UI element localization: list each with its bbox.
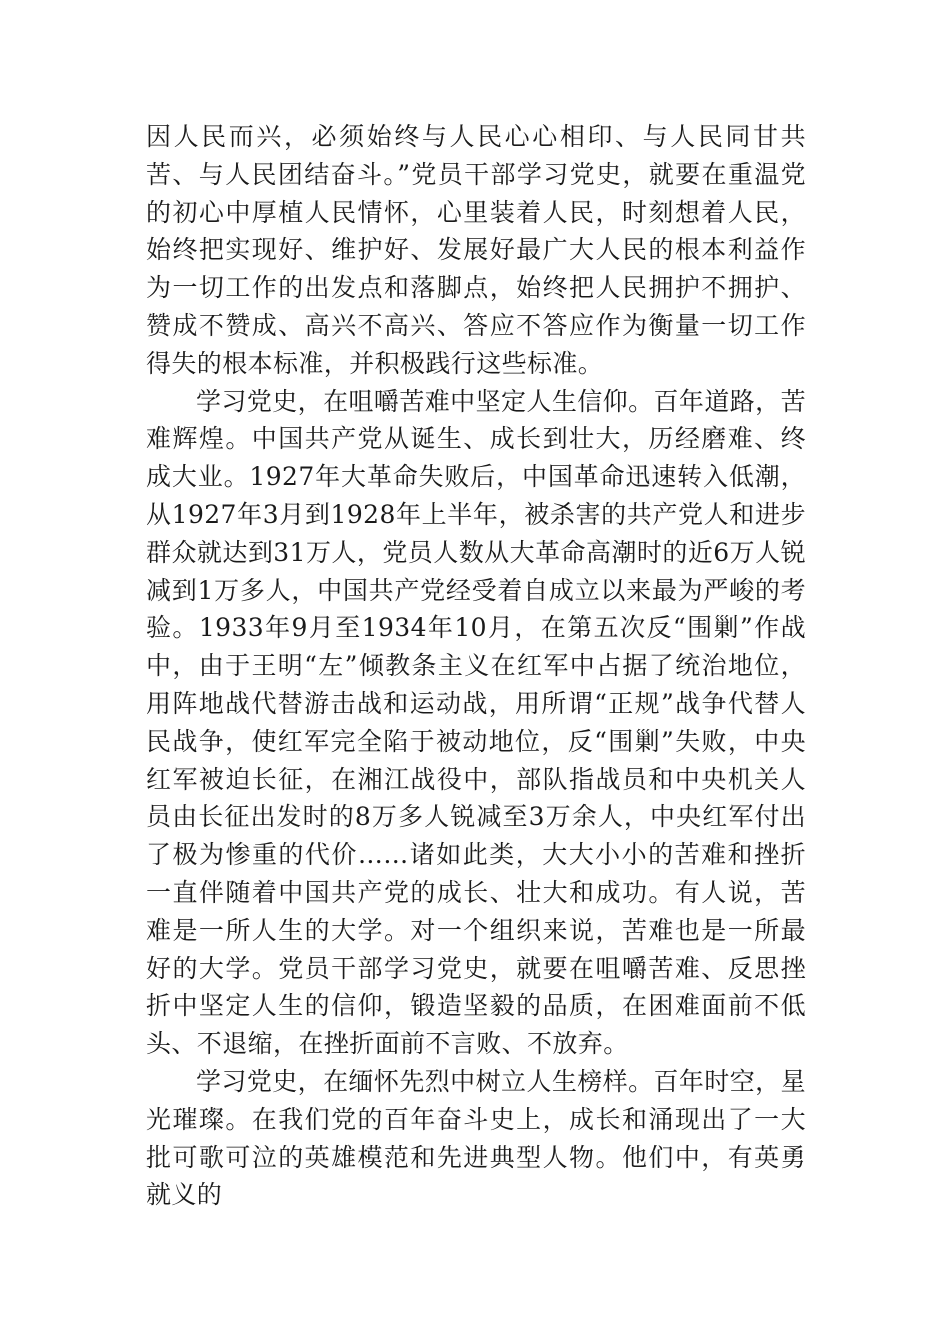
body-paragraph-2: 学习党史，在咀嚼苦难中坚定人生信仰。百年道路，苦难辉煌。中国共产党从诞生、成长到壮大，历经磨难、终成大业。1927年大革命失败后，中国革命迅速转入低潮，从1927年3月到1928年上半年，被杀害的共产党人和进步群众就达到31万人，党员人数从大革命高潮时的近6万人锐减到1万多人，中国共产党经受着自成立以来最为严峻的考验。1933年9月至1934年10月，在第五次反“围剿”作战中，由于王明“左”倾教条主义在红军中占据了统治地位，用阵地战代替游击战和运动战，用所谓“正规”战争代替人民战争，使红军完全陷于被动地位，反“围剿”失败，中央红军被迫长征，在湘江战役中，部队指战员和中央机关人员由长征出发时的8万多人锐减至3万余人，中央红军付出了极为惨重的代价……诸如此类，大大小小的苦难和挫折一直伴随着中国共产党的成长、壮大和成功。有人说，苦难是一所人生的大学。对一个组织来说，苦难也是一所最好的大学。党员干部学习党史，就要在咀嚼苦难、反思挫折中坚定人生的信仰，锻造坚毅的品质，在困难面前不低头、不退缩，在挫折面前不言败、不放弃。 bbox=[146, 386, 806, 1059]
body-paragraph-1: 因人民而兴，必须始终与人民心心相印、与人民同甘共苦、与人民团结奋斗。”党员干部学习党史，就要在重温党的初心中厚植人民情怀，心里装着人民，时刻想着人民，始终把实现好、维护好、发展好最广大人民的根本利益作为一切工作的出发点和落脚点，始终把人民拥护不拥护、赞成不赞成、高兴不高兴、答应不答应作为衡量一切工作得失的根本标准，并积极践行这些标准。 bbox=[146, 122, 806, 378]
document-page bbox=[146, 118, 806, 1214]
body-paragraph-3: 学习党史，在缅怀先烈中树立人生榜样。百年时空，星光璀璨。在我们党的百年奋斗史上，成长和涌现出了一大批可歌可泣的英雄模范和先进典型人物。他们中，有英勇就义的 bbox=[146, 1066, 806, 1210]
